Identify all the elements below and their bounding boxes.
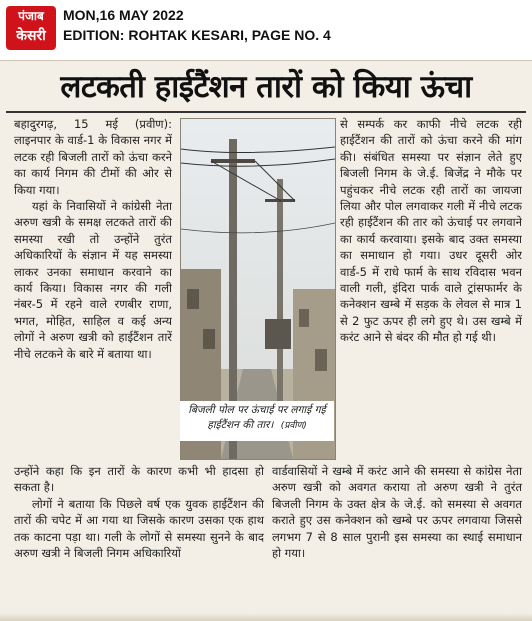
caption-text: बिजली पोल पर ऊंचाई पर लगाई गई हाईटैंशन की तार। <box>188 404 326 431</box>
bottom-left-para: लोगों ने बताया कि पिछले वर्ष एक युवक हाईटैंशन की तारों की चपेट में आ गया था जिसके कारण उसका एक हाथ तक काटना पड़ा था। गली के लोगों से समस्या सुनने के बाद अरुण खत्री ने बिजली निगम अधिकारियों <box>14 496 264 561</box>
headline: लटकती हाईटैंशन तारों को किया ऊंचा <box>60 69 472 105</box>
para-col3: से सम्पर्क कर काफी नीचे लटक रही हाईटैंशन की तारों को ऊंचा करने की मांग की। संबंधित समस्या पर संज्ञान लेते हुए बिजली निगम के जे.ई. बिजेंद्र ने मौके पर पहुंचकर नीचे लटक रही तारों का जायजा लिया और पोल लगवाकर गली में नीचे लटक रही हाईटैंशन की तार को ऊंचाई पर लगवाने का कार्य करवाया। इसके बाद उक्त समस्या का समाधान हो गया। उधर दूसरी ओर वार्ड-5 में राधे फार्म के साथ रविदास भवन वाली गली, इंदिरा पार्क वाले ट्रांसफार्मर के कनेक्शन खम्बे में सड़क के लेवल से मात्र 1 से 2 फुट ऊपर ही लगे हुए थे। उस खम्बे में करंट आने से बंदर की मौत हो गई थी। <box>340 117 522 345</box>
para-2: यहां के निवासियों ने कांग्रेसी नेता अरुण खत्री के समक्ष लटकते तारों की समस्या रखी तो उन्होंने तुरंत अधिकारियों के संज्ञान में यह समस्या लाकर उनका समाधान करवाने का कार्य किया। विकास नगर की गली नंबर-5 में रहने वाले रणबीर राणा, भगत, मोहित, साहिल व कई अन्य लोगों ने अरुण खत्री को हाईटैंशन तारें नीचे लटकने के बारे में बताया था। <box>14 199 172 361</box>
logo-line2: केसरी <box>16 28 46 44</box>
photo-caption <box>180 401 334 441</box>
headline-rule <box>6 111 526 113</box>
bottom-intro: उन्होंने कहा कि इन तारों के कारण कभी भी हादसा हो सकता है। <box>14 464 264 495</box>
para-1: बहादुरगढ़, 15 मई (प्रवीण): लाइनपार के वार्ड-1 के विकास नगर में लटक रही बिजली तारों को ऊंचा करने का कार्य निगम की टीमों की ओर से किया गया। <box>14 117 172 197</box>
news-clipping <box>0 60 532 621</box>
edition-meta <box>63 5 331 45</box>
photo-credit: (प्रवीण) <box>280 421 307 431</box>
date-line: MON,16 MAY 2022 <box>63 7 184 23</box>
clipping-header <box>0 0 532 58</box>
edition-line: EDITION: ROHTAK KESARI, PAGE NO. 4 <box>63 27 331 43</box>
logo-line1: पंजाब <box>18 9 44 23</box>
punjab-kesari-logo <box>6 6 56 50</box>
bottom-right-para: वार्डवासियों ने खम्बे में करंट आने की समस्या से कांग्रेस नेता अरुण खत्री को अवगत कराया तो अरुण खत्री ने तुरंत बिजली निगम के उक्त क्षेत्र के जे.ई. को समस्या से अवगत कराते हुए उस कनेक्शन को खम्बे पर ऊपर लगवाया जिससे लगभग 7 से 8 साल पुरानी इस समस्या का स्थाई समाधान हो गया। <box>272 464 522 561</box>
